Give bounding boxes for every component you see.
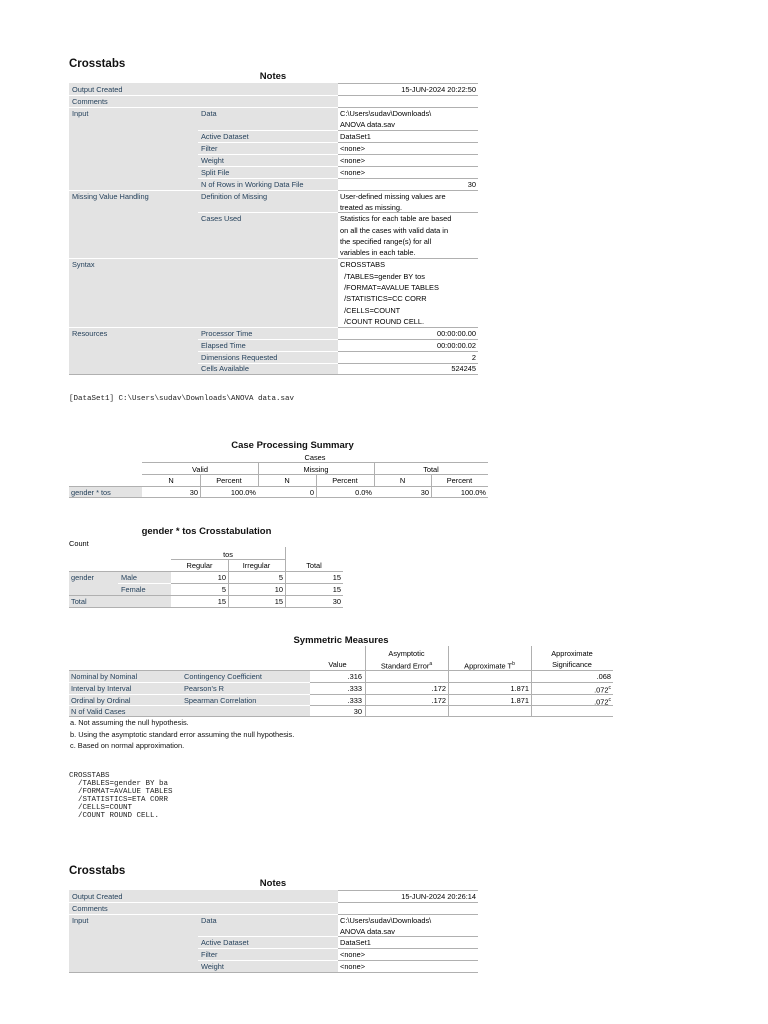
row3-sig-sup: c [608,697,611,703]
row4-value: 30 [353,707,362,716]
header-sig-2: Significance [552,660,592,669]
row3-sig [531,695,611,707]
cases-used-line3: the specified range(s) for all [340,237,432,246]
case-processing-title: Case Processing Summary [231,440,354,451]
col-regular: Regular [186,561,213,570]
footnote-c: c. Based on normal approximation. [70,741,185,750]
total-n: 30 [420,488,429,497]
row3-sig-text: .072 [594,697,609,707]
missing-label: Missing Value Handling [72,192,149,201]
data2-value-line1: C:\Users\sudav\Downloads\ [340,916,432,925]
weight2-label: Weight [201,962,224,971]
missing-percent: 0.0% [355,488,372,497]
data-value-line1: C:\Users\sudav\Downloads\ [340,109,432,118]
section2-title: Crosstabs [69,865,126,877]
definition-missing-label: Definition of Missing [201,192,268,201]
cases-used-line4: variables in each table. [340,248,416,257]
sub-n-1: N [168,476,174,485]
section-title: Crosstabs [69,58,126,70]
active-dataset2-label: Active Dataset [201,938,249,947]
output-created2-label: Output Created [72,892,123,901]
syntax-block-line4: /STATISTICS=ETA CORR [69,796,169,804]
n-rows-value: 30 [467,180,476,189]
header-ase-1: Asymptotic [388,649,425,658]
row2-ase: .172 [431,684,446,693]
active-dataset-label: Active Dataset [201,132,249,141]
missing-n: 0 [309,488,314,497]
row2-value: .333 [347,684,362,693]
syntax-label: Syntax [72,260,95,269]
sub-percent-2: Percent [332,476,358,485]
total-regular: 15 [217,597,226,606]
row3-group: Ordinal by Ordinal [71,696,131,705]
syntax-block-line5: /CELLS=COUNT [69,804,133,812]
cases-header: Cases [304,453,326,462]
syntax-line5: /CELLS=COUNT [340,305,401,315]
dataset-line: [DataSet1] C:\Users\sudav\Downloads\ANOVA data.sav [69,395,295,403]
total-irregular: 15 [274,597,283,606]
filter-value: <none> [340,144,366,153]
elapsed-time-label: Elapsed Time [201,341,246,350]
weight-label: Weight [201,156,224,165]
notes-title: Notes [259,71,287,82]
col-irregular: Irregular [242,561,271,570]
syntax-block-line2: /TABLES=gender BY ba [69,780,169,788]
input-label: Input [72,109,89,118]
footnote-b: b. Using the asymptotic standard error assuming the null hypothesis. [70,730,295,739]
syntax-line6: /COUNT ROUND CELL. [340,317,425,326]
output-created-value: 15-JUN-2024 20:22:50 [401,85,476,94]
data-value-line2: ANOVA data.sav [340,120,395,129]
cases-used-line2: on all the cases with valid data in [340,225,449,235]
syntax-line2: /TABLES=gender BY tos [340,271,425,281]
group-missing: Missing [303,465,329,474]
active-dataset2-value: DataSet1 [340,938,371,947]
row3-value: .333 [347,696,362,705]
row-female-label: Female [121,585,146,594]
symmetric-title: Symmetric Measures [293,635,389,646]
total-percent: 100.0% [460,488,486,497]
split-file-value: <none> [340,168,366,177]
row3-measure: Spearman Correlation [184,696,257,705]
female-total: 15 [332,585,341,594]
header-t-sup: b [512,661,515,667]
cells-available-value: 524245 [451,364,476,373]
syntax-block-line3: /FORMAT=AVALUE TABLES [69,788,173,796]
cells-available-label: Cells Available [201,364,249,373]
row2-sig [531,683,611,695]
row-total-label: Total [71,597,87,606]
sub-n-3: N [399,476,406,485]
male-irregular: 5 [278,573,283,582]
valid-n: 30 [189,488,198,497]
valid-percent: 100.0% [230,488,256,497]
row2-sig-sup: c [608,685,611,691]
dimensions-requested-label: Dimensions Requested [201,353,278,362]
sub-n-2: N [284,476,290,485]
split-file-label: Split File [201,168,230,177]
male-total: 15 [332,573,341,582]
output-created2-value: 15-JUN-2024 20:26:14 [401,892,476,901]
comments-label: Comments [72,97,108,106]
group-total: Total [423,465,439,474]
weight-value: <none> [340,156,366,165]
row4-group: N of Valid Cases [71,707,126,716]
group-valid: Valid [192,465,208,474]
active-dataset-value: DataSet1 [340,132,371,141]
sub-percent-3: Percent [446,476,473,485]
definition-missing-line2: treated as missing. [340,203,403,212]
filter-label: Filter [201,144,218,153]
female-irregular: 10 [274,585,283,594]
count-label: Count [69,539,89,548]
cases-used-line1: Statistics for each table are based [340,214,452,223]
syntax-block-line6: /COUNT ROUND CELL. [69,812,160,820]
row2-group: Interval by Interval [71,684,132,693]
header-ase-text: Standard Error [380,661,430,671]
header-sig-1: Approximate [551,649,593,658]
row-label: gender * tos [71,488,111,497]
col-total: Total [306,561,322,570]
header-value: Value [328,660,347,669]
male-regular: 10 [217,573,226,582]
syntax-block-line1: CROSSTABS [69,772,110,780]
row2-t: 1.871 [510,684,529,693]
output-created-label: Output Created [72,85,123,94]
header-ase-sup: a [429,661,433,667]
female-regular: 5 [221,585,226,594]
processor-time-label: Processor Time [201,329,253,338]
comments2-label: Comments [72,904,108,913]
row1-value: .316 [347,672,362,681]
syntax-line1: CROSSTABS [340,260,386,269]
elapsed-time-value: 00:00:00.02 [436,341,476,350]
definition-missing-line1: User-defined missing values are [340,192,446,201]
row1-sig: .068 [596,672,611,681]
resources-label: Resources [72,329,108,338]
row2-measure: Pearson's R [184,684,225,693]
row3-t: 1.871 [510,696,529,705]
processor-time-value: 00:00:00.00 [436,329,476,338]
n-rows-label: N of Rows in Working Data File [201,180,304,189]
data2-label: Data [201,916,217,925]
total-total: 30 [332,597,341,606]
col-var-label: tos [223,550,233,559]
input2-label: Input [72,916,89,925]
header-t-text: Approximate T [464,661,513,671]
footnote-a: a. Not assuming the null hypothesis. [70,718,189,727]
dimensions-requested-value: 2 [471,353,476,362]
row-var-label: gender [71,573,95,582]
crosstab-title: gender * tos Crosstabulation [141,526,272,537]
data-label: Data [201,109,217,118]
weight2-value: <none> [340,962,366,971]
data2-value-line2: ANOVA data.sav [340,927,395,936]
notes2-title: Notes [259,878,287,889]
row1-measure: Contingency Coefficient [184,672,262,681]
row2-sig-text: .072 [594,685,609,695]
row-male-label: Male [121,573,138,582]
filter2-value: <none> [340,950,366,959]
syntax-line3: /FORMAT=AVALUE TABLES [340,283,439,292]
sub-percent-1: Percent [216,476,242,485]
cases-used-label: Cases Used [201,214,242,223]
row3-ase: .172 [431,696,446,705]
filter2-label: Filter [201,950,218,959]
syntax-line4: /STATISTICS=CC CORR [340,294,427,303]
row1-group: Nominal by Nominal [71,672,138,681]
